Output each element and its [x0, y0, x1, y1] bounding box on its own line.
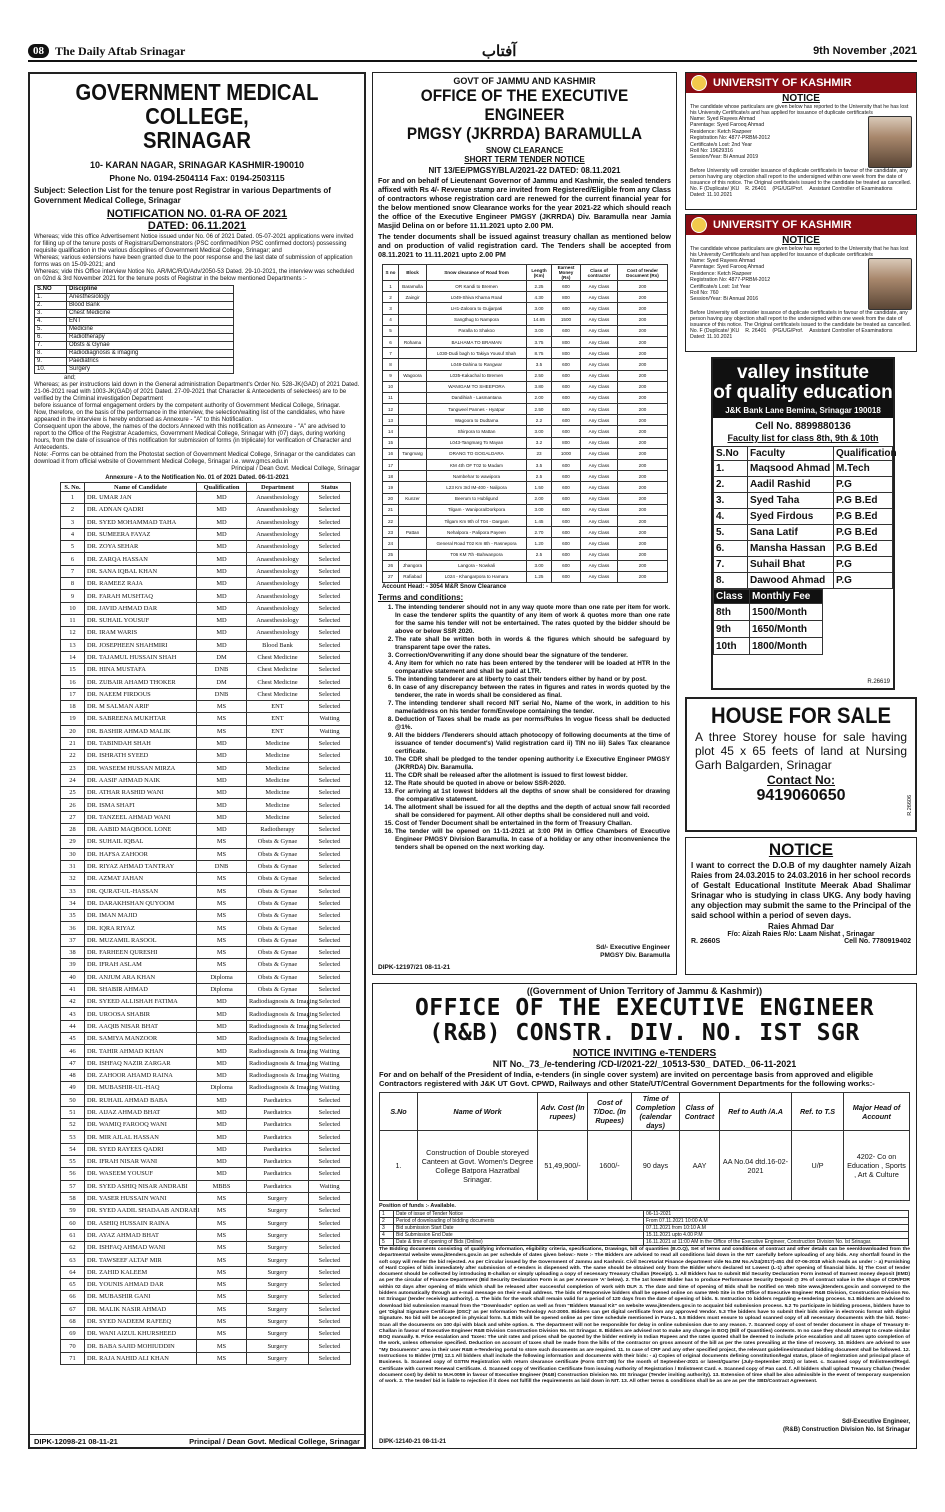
uni2-footer: No. F (Duplicate/ )KU R. 26401 (PG/UG/Prof. Assistant Controller of Examinations	[690, 328, 893, 334]
table-row: 38 DR. FARHEEN QURESHI MS Obsts & Gynae Selected	[61, 946, 351, 958]
table-row: 32 DR. AZMAT JAHAN MS Obsts & Gynae Selected	[61, 873, 351, 885]
detail-line: Session/Year: Bi Annual 2019	[690, 154, 759, 161]
table-row: 3 Bid submission Start Date 07.11.2021 from 10:10 A.M	[380, 1225, 909, 1232]
rb-nit-title: NOTICE INVITING e-TENDERS	[572, 1048, 717, 1059]
uni2-details	[686, 258, 916, 310]
table-row: 9 DR. FARAH MUSHTAQ MD Anaesthesiology Selected	[61, 590, 351, 602]
table-row: 43 DR. UROOSA SHABIR MD Radiodiagnosis & Imaging Selected	[61, 1008, 351, 1020]
rb-nit-no: NIT No._73_/e-tendering /CD-I/2021-22/_10513-530_ DATED._06-11-2021	[492, 1059, 797, 1069]
table-row: 8 L048-Dahina to Rangwar 3.5 600 Any Class 200	[383, 359, 668, 370]
list-item: 6. Radiotherapy	[35, 334, 234, 342]
table-row: 11 Dandihiah - Lasmantana 2.00 600 Any Class 200	[383, 392, 668, 403]
fee-table: Class Monthly Fee 8th 1500/Month 9th 1650/Month 10th 1800/Month	[713, 589, 823, 655]
table-row: 2. Aadil Rashid P.G	[714, 477, 893, 493]
detail-line: Name: Syed Rayees Ahmad	[690, 258, 756, 264]
table-row: 22 Tilgam Km 9th of T04 - Dargam 1.45 600 Any Class 200	[383, 515, 668, 526]
dob-notice-body: I want to correct the D.O.B of my daughter namely Aizah Raies from 24.03.2015 to 24.03.2016 in her school records of Gestalt Educational Institute Meerak Abad Shalimar Srinagar who is studying in class UKG. Any body having any objection may submit the same to the Principal of the said school within a period of seven days.	[691, 861, 911, 920]
paper-name: The Daily Aftab Srinagar	[55, 43, 186, 58]
pmgsy-dipk: DIPK-12197/21 08-11-21	[378, 964, 451, 971]
table-row: 18 Nambehar to wawipora 2.5 600 Any Class 200	[383, 471, 668, 482]
table-row: 1 Baramulla OR Kandi to Bremen 2.25 600 Any Class 200	[383, 281, 668, 292]
detail-line: Parentage: Syed Farooq Ahmad	[690, 122, 765, 129]
table-row: 2 Zaingir L049-Shiva Kharna Road 4.30 800 Any Class 200	[383, 292, 668, 303]
table-row: 45 DR. SAMIYA MANZOOR MD Radiodiagnosis & Imaging Selected	[61, 1033, 351, 1045]
house-contact-label: Contact No:	[767, 773, 835, 787]
detail-line: Residence: Ketch Razpeer	[690, 270, 752, 277]
pmgsy-terms-title: Terms and conditions:	[378, 593, 464, 603]
table-row: 14 Shirpora to Mattan 3.00 600 Any Class 200	[383, 426, 668, 437]
table-row: 6 DR. ZARQA HASSAN MD Anaesthesiology Selected	[61, 553, 351, 565]
gmc-notification-no: NOTIFICATION NO. 01-RA OF 2021	[106, 208, 288, 220]
table-row: 25 T06 KM 7th -Bahwanpora 2.5 600 Any Class 200	[383, 549, 668, 560]
detail-line: Roll No: 760	[690, 290, 719, 297]
pmgsy-title: OFFICE OF THE EXECUTIVE ENGINEER PMGSY (JKRRDA) BARAMULLA	[406, 86, 643, 143]
table-row: 5 Paralla to Shakoo 3.00 600 Any Class 200	[383, 325, 668, 336]
candidate-photo	[868, 116, 912, 168]
table-row: 56 DR. WASEEM YOUSUF MD Paediatrics Selected	[61, 1168, 351, 1180]
list-item: 9. All the bidders /Tenderers should attach photocopy of following documents at the time of issuance of tender document's) Valid registration card ii) TIN no iii) Sales Tax clearance certificate.	[395, 732, 670, 756]
uni1-details	[686, 116, 916, 168]
faculty-table: S.No Faculty Qualification 1. Maqsood Ahmad M.Tech 2. Aadil Rashid P.G 3. Syed Taha P.G B.Ed 4. Syed Firdous P.G B.Ed 5. Sana Latif P.G B.Ed 6. Mansha Hassan P.G B.Ed 7. Suhail Bhat P.G 8. Dawood Ahmad P.G	[713, 446, 893, 589]
table-row: 59 DR. SYED AADIL SHADAAB ANDRABI MS Surgery Selected	[61, 1205, 351, 1217]
valley-address: J&K Bank Lane Bemina, Srinagar 190018	[713, 405, 893, 418]
gmc-address: 10- KARAN NAGAR, SRINAGAR KASHMIR-190010	[89, 160, 305, 170]
table-row: 39 DR. IFRAH ASLAM MS Obsts & Gynae Selected	[61, 959, 351, 971]
list-item: 2. The rate shall be written both in words & the figures which should be safeguard by transparent tape over the rates.	[395, 636, 670, 652]
issue-date: 9th November ,2021	[813, 45, 917, 57]
table-row: 1 Date of issue of Tender Notice 06-11-2021	[380, 1211, 909, 1218]
list-item: 10. The CDR shall be pledged to the tender opening authority i.e Executive Engineer PMGSY (JKRRDA) Div. Baramulla.	[395, 756, 670, 772]
house-title: HOUSE FOR SALE	[711, 703, 891, 728]
table-row: 13 Wagoora to Dudtama 2.2 600 Any Class 200	[383, 415, 668, 426]
pmgsy-terms	[373, 604, 676, 852]
list-item: 11. The CDR shall be released after the allotment is issued to first lowest bidder.	[395, 772, 670, 780]
discipline-table: S.NO Discipline 1. Anesthesiology 2. Blood Bank 3. Chest Medicine 4. ENT 5. Medicine 6. Radiotherapy 7. Obsts & Gynae 8. Radiodiagnosis & imaging 9. Paediatrics 10. Surgery	[34, 285, 234, 374]
table-row: 1 DR. UMAR JAN MD Anaesthesiology Selected	[61, 492, 351, 504]
dob-notice-title: NOTICE	[768, 840, 834, 859]
list-item: 3. Correction/Overwriting if any done should bear the signature of the tenderer.	[395, 652, 670, 660]
pmgsy-para-1: For and on behalf of Lieutenant Governor of Jammu and Kashmir, the sealed tenders affixed with Rs 4/- Revenue stamp are invited from Registered/Eligible from any Class of contractors whose registration card are renewed for the current financial year for the below mentioned snow Clearance works for the year 2021-22 which should reach the office of the Executive Engineer PMGSY (JKRRDA) Div. Baramulla near Jamia Masjid Delina on or before 11.11.2021 upto 2.00 PM.	[378, 176, 671, 230]
table-row: 36 DR. IQRA RIYAZ MS Obsts & Gynae Selected	[61, 922, 351, 934]
rb-etender-notice	[372, 983, 917, 1449]
kashmir-university-notice-2	[685, 214, 917, 352]
list-item: 12. The Rate should be quoted in above or below SSR-2020.	[395, 780, 670, 788]
house-phone: 9419060650	[756, 787, 846, 804]
table-row: 57 DR. SYED ASHIQ NISAR ANDRABI MBBS Paediatrics Waiting	[61, 1180, 351, 1192]
dob-notice-footer: R. 2660S Cell No. 7780919402	[691, 938, 911, 945]
table-row: 12 Tangweel Pannes - Hyatpur 2.50 600 Any Class 200	[383, 404, 668, 415]
gmc-whereas-1: Whereas; vide this office Advertisement Notice issued under No. 06 of 2021 Dated. 05-07-2021 applications were invited for filling up of the tenure posts of Registrars/Demonstrators (PSC confirmed/Non PSC confirmed doctors) possessing requisite qualification in the various disciplines of Government Medical College, Srinagar; and Whereas; various extensions have been granted due to the poor response and the last date of submission of application forms was on 15-09-2021; and Whereas; vide this Office interview Notice No. AR/MC/R/D/Adv/2050-53 Dated. 29-10-2021, the interview was scheduled on 02nd & 3rd November 2021 for the tenure posts of Registrar in the below mentioned Departments :-	[34, 234, 355, 282]
table-row: 23 Pattan Nehalpora - Palipora Payeen 2.70 600 Any Class 200	[383, 527, 668, 538]
table-row: 53 DR. MIR AJLAL HASSAN MD Paediatrics Selected	[61, 1131, 351, 1143]
table-row: 15 L043-Tangmarg To Mayan 3.2 800 Any Class 200	[383, 437, 668, 448]
pmgsy-govt: GOVT OF JAMMU AND KASHMIR	[453, 76, 596, 86]
table-row: 7 L030-Dudi bagh to Takiya Yousuf Shah 8.75 800 Any Class 200	[383, 348, 668, 359]
rb-dipk: DIPK-12140-21 08-11-21	[379, 1439, 447, 1445]
list-item: 7. Obsts & Gynae	[35, 342, 234, 350]
table-row: 66 DR. MUBASHIR GANI MS Surgery Selected	[61, 1291, 351, 1303]
table-row: 58 DR. YASER HUSSAIN WANI MS Surgery Selected	[61, 1192, 351, 1204]
table-row: 28 DR. AABID MAQBOOL LONE MD Radiotherapy Selected	[61, 824, 351, 836]
table-row: 48 DR. ZAHOOR AHAMD RAINA MD Radiodiagnosis & Imaging Waiting	[61, 1069, 351, 1081]
table-row: 60 DR. ASHIQ HUSSAIN RAINA MS Surgery Selected	[61, 1217, 351, 1229]
list-item: 14. The allotment shall be issued for all the depths and the depth of actual snow fall recorded shall be considered for payment. All other depths shall be considered null and void.	[395, 804, 670, 820]
table-row: 6. Mansha Hassan P.G B.Ed	[714, 541, 893, 557]
table-row: 26 Jhangora Langora - Nowkali 3.00 600 Any Class 200	[383, 560, 668, 571]
gmc-subject: Subject: Selection List for the tenure post Registrar in various Departments of Government Medical College, Srinagar	[34, 186, 331, 205]
table-row: 5 Date & time of opening of Bids (Online) 16.11.2021 at 11:00 AM in the Office of the Executive Engineer, Construction Division No. Ist Srinagar.	[380, 1239, 909, 1246]
university-seal-icon	[691, 217, 707, 233]
newspaper-header	[28, 42, 917, 62]
table-row: 61 DR. AYAZ AHMAD BHAT MS Surgery Selected	[61, 1229, 351, 1241]
table-row: 34 DR. DARAKHSHAN QUYOOM MS Obsts & Gynae Selected	[61, 897, 351, 909]
detail-line: Name: Syed Rayees Ahmad	[690, 116, 756, 122]
uni1-banner: UNIVERSITY OF KASHMIR	[686, 73, 916, 93]
table-row: 7. Suhail Bhat P.G	[714, 557, 893, 573]
table-row: 1. Construction of Double storeyed Canteen at Govt. Women's Degree College Batpora Hazratbal Srinagar. 51,49,900/- 1600/- 90 days AAY AA No.04 dtd.16-02-2021 U/P 4202- Co on Education , Sports , Art & Culture	[380, 1131, 910, 1201]
table-row: 6 Rohama BALHAMA TO BRAMAN 3.75 800 Any Class 200	[383, 336, 668, 347]
dob-correction-notice	[685, 837, 917, 975]
snow-clearance-table: S no Block Snow clearance of Road from Length (Km) Earnest Money (Rs) Class of contractor Cost of tender Document (Rs) 1 Baramulla OR Kandi to Bremen 2.25 600 Any Class 200 2 Zaingir L049-Shiva Kharna Road 4.30 800 Any Class 200 3 LH1-Zaloora to Gujjarpati 3.00 600 Any Class 200 4 Sangthug to Nampora 14.65 1500 Any Class 200 5 Paralla to Shakoo 3.00 600 Any Class 200 6 Rohama BALHAMA TO BRAMAN 3.75 800 Any Class 200 7 L030-Dudi bagh to Takiya Yousuf Shah 8.75 800 Any Class 200 8 L048-Dahina to Rangwar 3.5 600 Any Class 200 9 Wagoora L035-Kakachal to Bremen 2.50 600 Any Class 200 10 WANIGAM TO SHEEPORA 3.80 600 Any Class 200 11 Dandihiah - Lasmantana 2.00 600 Any Class 200 12 Tangweel Pannes - Hyatpur 2.50 600 Any Class 200 13 Wagoora to Dudtama 2.2 600 Any Class 200 14 Shirpora to Mattan 3.00 600 Any Class 200 15 L043-Tangmarg To Mayan 3.2 800 Any Class 200 16 Tangmarg DRANG TO GOGALDARA 23 1000 Any Class 200 17 KM 4th OF T02 to Madam 3.5 600 Any Class 200 18 Nambehar to wawipora 2.5 600 Any Class 200 19 L23 Km 3rd IM-400 - Nalipora 1.50 600 Any Class 200 20 Kunzer Beerum to Hubligund 2.00 600 Any Class 200 21 Tilgam - Wanipora/Dorkpora 3.00 600 Any Class 200 22 Tilgam Km 9th of T04 - Dargam 1.45 600 Any Class 200 23 Pattan Nehalpora - Palipora Payeen 2.70 600 Any Class 200 24 General Road T02 Km 8th - Rasnepora 1.20 600 Any Class 200 25 T06 KM 7th -Bahwanpora 2.5 600 Any Class 200 26 Jhangora Langora - Nowkali 3.00 600 Any Class 200 27 Rafiabad L024 - Khangarpora to Hamara 1.25 600 Any Class 200	[382, 264, 668, 583]
uni1-footer: No. F (Duplicate/ )KU R. 26401 (PG/UG/Prof. Assistant Controller of Examinations	[690, 186, 893, 192]
gmc-dated: DATED: 06.11.2021	[147, 220, 247, 232]
table-row: 71 DR. RAJA NAHID ALI KHAN MS Surgery Selected	[61, 1352, 351, 1364]
table-row: 20 Kunzer Beerum to Hubligund 2.00 600 Any Class 200	[383, 493, 668, 504]
table-row: 19 L23 Km 3rd IM-400 - Nalipora 1.50 600 Any Class 200	[383, 482, 668, 493]
table-row: 7 DR. SANA IQBAL KHAN MD Anaesthesiology Selected	[61, 565, 351, 577]
table-row: 10th 1800/Month	[714, 638, 823, 655]
table-row: 63 DR. TAWSEEF ALTAF MIR MS Surgery Selected	[61, 1254, 351, 1266]
table-row: 55 DR. IFRAH NISAR WANI MD Paediatrics Selected	[61, 1156, 351, 1168]
dob-notice-fo: F/o: Aizah Raies R/o: Laam Nishat , Srinagar	[727, 931, 875, 938]
table-row: 9 Wagoora L035-Kakachal to Bremen 2.50 600 Any Class 200	[383, 370, 668, 381]
table-row: 4. Syed Firdous P.G B.Ed	[714, 509, 893, 525]
table-row: 10 DR. JAVID AHMAD DAR MD Anaesthesiology Selected	[61, 602, 351, 614]
table-row: 51 DR. AIJAZ AHMAD BHAT MD Paediatrics Selected	[61, 1106, 351, 1118]
table-row: 27 Rafiabad L024 - Khangarpora to Hamara 1.25 600 Any Class 200	[383, 571, 668, 582]
table-row: 23 DR. WASEEM HUSSAN MIRZA MD Medicine Selected	[61, 762, 351, 774]
gmc-whereas-2: and; Whereas; as per instructions laid down in the General administration Department's Order No. 528-JK(GAD) of 2021 Dated. 21-06-2021 read with 1003-JK(GAD) of 2021 Dated. 27-09-2021 that Character & Antecedents of selectees) are to be verified by the Criminal investigation Department before issuance of formal engagement orders by the competent authority of Government Medical College, Srinagar. Now, therefore, on the basis of the performance in the interview, the selection/waiting list of the candidates, who have appeared in the interview is hereby endorsed as Annexure - "A" to this Notification. Consequent upon the above, the names of the doctors Annexed with this notification as Annexure - "A" are advised to report to the Office of the Registrar Academics, Government Medical College, Srinagar with (07) days, during working hours, from the date of issuance of this notification for submission of forms (in triplicate) for verification of Character and Antecedents. Note: -Forms can be obtained from the Photostat section of Government Medical College, Srinagar or the candidates can download it from official website of Government Medical College, Srinagar i.e. www.gmcs.edu.in Principal / Dean Govt. Medical College, Srinagar	[34, 375, 360, 472]
rb-govt: ((Government of Union Territory of Jammu & Kashmir))	[526, 986, 763, 996]
table-row: 15 DR. HINA MUSTAFA DNB Chest Medicine Selected	[61, 664, 351, 676]
table-row: 37 DR. MUZAMIL RASOOL MS Obsts & Gynae Selected	[61, 934, 351, 946]
list-item: 7. The intending tenderer shall record NIT serial No, Name of the work, in addition to his name/address on his tender form/Envelope containing the tender.	[395, 700, 670, 716]
table-row: 8 DR. RAMEEZ RAJA MD Anaesthesiology Selected	[61, 578, 351, 590]
table-row: 49 DR. MUBASHIR-UL-HAQ Diploma Radiodiagnosis & Imaging Waiting	[61, 1082, 351, 1094]
list-item: 1. The intending tenderer should not in any way quote more than one rate per item for work. In case the tenderer splits the quantity of any item of work & quotes more than one rate for the same his tender will not be entertained. The rates quoted by the bidder should be above or below SSR 2020.	[395, 604, 670, 636]
kashmir-university-notice-1	[685, 72, 917, 210]
table-row: 62 DR. ISHFAQ AHMAD WANI MS Surgery Selected	[61, 1242, 351, 1254]
house-body: A three Storey house for sale having plot 45 x 65 feets of land at Nursing Garh Balgarden, Srinagar	[695, 730, 907, 772]
rb-body: The Bidding documents consisting of qualifying information, eligibility criteria, specifications, Drawings, bill of quantities (B.O.Q), Set of terms and conditions of contract and other details can be seen/downloaded from the departmental website www.jktenders.gov.in as per schedule of dates given below:- Note :- The Bidders are advised to read all conditions laid down in the NIT carefully before uploading of any bids. Any shortfall found in the soft copy will render the bid rejected. As per Circular issued by the Government of Jammu and Kashmir. Civil Secretariat Finance department vide No.DM No.A/24(2017)-451 dtd 07-06-2018 which reads as under :- a) Furnishing of Hard Copies of bids immediately after submission of e-tenders is dispensed with. The same should be obtained only from the Bidder who's declared Ist Lowest (L-1) after opening of financial bids. b) The Cost of tender document should be collected by introducing E-challan or simply uploading a copy of necessary Treasury Challan (Receipt). 1. All Bidders has to submit Bid Security Declaration Form instead of Earnest money deposit (EMD) as per the circular of Finance Department (Bid Security Declaration Form is as per Annexure 'A' below). 2. The 1st lowest Bidder has to produce Performance Security Deposit @ 3% of contract value in the shape of CDR/FDR within 02 days after opening of Bids which shall be released after successful completion of work with DLP. 3. The date and time of opening of Bids shall be notified on Web Site www.jktenders.gov.in and conveyed to the bidders automatically through an e-mail message on their e-mail address. The bids of Responsive bidders shall be opened online on same Web Site in the Office of Executive Engineer R&B Division, Construction Division No. Ist Srinagar (tender receiving authority). 4. The bids for the work shall remain valid for a period of 120 days from the date of opening of bids. 5. Instruction to bidders regarding e-tendering process. 5.1 Bidders are advised to download bid submission manual from the "Downloads" option as well as from "Bidders Manual Kit" on website www.jktenders.gov.in to acquaint bid submission process. 5.2 To participate in bidding process, bidders have to get 'Digital Signature Certificate (DSC)' as per Information Technology Act-2000. Bidders can get digital certificate from any approved Vendor. 5.3 The bidders have to submit their bids online in electronic format with digital Signature. No bid will be accepted in physical form. 5.4 Bids will be opened online as per time schedule mentioned in Para-1. 5.5 Bidders must ensure to upload scanned copy of all necessary documents with the bid. Note:- Scan all the documents on 100 dpi with black and white option. 6. The department will not be responsible for delay in online submission due to any reason. 7. Scanned copy of cost of tender document in shape of Treasury E-Challan in favour of Executive Engineer R&B Division Construction Division No. Ist Srinagar. 8. Bidders are advised not to make any change in BOQ (Bill of Quantities) contents. In no case they should attempt to create similar BOQ manually. 9. Price escalation and Taxes: The unit rates and prices shall be quoted by the bidder entirely in Indian Rupees and the rates quoted shall be deemed to include price escalation and all taxes upto completion of the work, unless otherwise specified. Deduction on account of taxes shall be made from the bills of the contractor on gross amount of the bill as per the rates prevailing at the time of recovery. 10. Bidders are advised to use "My Documents" area in their user R&B e-Tendering portal to store such documents as are required. 11. In case of CRF and any other specified project, the relevant guidelines/standard bidding document shall be followed. 12. Instructions to Bidder (ITB) 12.1 All bidders shall include the following information and documents with their bids: - a) Copies of original documents defining constitution/legal status, place of registration and principal place of Business. b. Scanned copy of GSTIN Registration with return clearance certificate (Form GST-3B) for the month of September-2021 or latest/Quarter (July-September 2021) or latest. c. Scanned copy of Enlistment/Regd. Certificate with current Renewal Certificate. d. Scanned copy of Verification Certificate from issuing Authority of Registration / Enlistment Card. e. Scanned copy of Pan card. f. All bidders shall upload Treasury Challan (Tender document cost) by debit to M.H.0059 in favour of Executive Engineer (R&B) Construction Division No. ISt Srinagar (Tender inviting authority). 13. Extension of time shall be also admissible in the event of temporary suspension of work. 2. The tender/ bid is liable to rejection if it does not fulfill the requirements as laid down in NIT. 13. All other terms & conditions shall be as are as per the SBD/Contract Agreement.	[379, 1247, 910, 1385]
table-row: 9th 1650/Month	[714, 621, 823, 638]
uni1-date: Dated: 11.10.2021	[690, 192, 733, 198]
table-row: 14 DR. TAJAMUL HUSSAIN SHAH DM Chest Medicine Selected	[61, 651, 351, 663]
rb-sign: Sd/-Executive Engineer, (R&B) Construction Division No. Ist Srinagar	[782, 1419, 910, 1433]
valley-ref: R.26619	[867, 679, 890, 685]
detail-line: Parentage: Syed Farooq Ahmad	[690, 264, 765, 271]
gmc-title: GOVERNMENT MEDICAL COLLEGE, SRINAGAR	[75, 79, 319, 153]
table-row: 4 DR. SUMEERA FAYAZ MD Anaesthesiology Selected	[61, 528, 351, 540]
table-row: 17 DR. NAEEM FIRDOUS DNB Chest Medicine Selected	[61, 688, 351, 700]
uni2-date: Dated: 11.10.2021	[690, 334, 733, 340]
page-label	[28, 44, 185, 59]
table-row: 33 DR. QURAT-UL-HASSAN MS Obsts & Gynae Selected	[61, 885, 351, 897]
table-row: 30 DR. HAFSA ZAHOOR MS Obsts & Gynae Selected	[61, 848, 351, 860]
table-row: 8th 1500/Month	[714, 604, 823, 621]
table-row: 4 Sangthug to Nampora 14.65 1500 Any Class 200	[383, 314, 668, 325]
list-item: 4. Any item for which no rate has been entered by the tenderer will be loaded at HTR In the comparative statement and shall be paid at LTR.	[395, 660, 670, 676]
table-row: 18 DR. M SALMAN ARIF MS ENT Selected	[61, 701, 351, 713]
uni2-intro: The candidate whose particulars are given below has reported to the University that he has lost his University Certificate/s and has applied for issuance of duplicate certificate/s	[690, 246, 909, 258]
detail-line: Roll No: 19629316	[690, 148, 733, 155]
list-item: 5. Medicine	[35, 326, 234, 334]
uni2-body: Before University will consider issuance of duplicate certificate/s in favour of the candidate, any person having any objection shall report to the undersigned within one week from the date of issuance of this notice. The Original certificate/s issued to the candidate be treated as cancelled.	[690, 310, 912, 328]
detail-line: Residence: Ketch Razpeer	[690, 128, 752, 135]
list-item: 16. The tender will be opened on 11-11-2021 at 3:00 PM in Office Chambers of Executive Engineer PMGSY Division Baramulla. In case of a holiday or any other inconvenience the tenders shall be opened on the next working day.	[395, 828, 670, 852]
list-item: 1. Anesthesiology	[35, 294, 234, 302]
table-row: 47 DR. ISHFAQ NAZIR ZARGAR MD Radiodiagnosis & Imaging Waiting	[61, 1057, 351, 1069]
table-row: 41 DR. SHABIR AHMAD Diploma Obsts & Gynae Selected	[61, 983, 351, 995]
detail-line: Session/Year: Bi Annual 2016	[690, 296, 759, 303]
table-row: 29 DR. SUHAIL IQBAL MS Obsts & Gynae Selected	[61, 836, 351, 848]
pmgsy-sub2: SHORT TERM TENDER NOTICE	[464, 155, 585, 164]
table-row: 24 General Road T02 Km 8th - Rasnepora 1.20 600 Any Class 200	[383, 538, 668, 549]
detail-line: Certificate/s Lost: 1st Year	[690, 283, 751, 290]
pmgsy-sign: Sd/- Executive Engineer PMGSY Div. Baramulla	[595, 944, 670, 959]
table-row: 40 DR. ANJUM ARA KHAN Diploma Obsts & Gynae Selected	[61, 971, 351, 983]
list-item: 8. Radiodiagnosis & imaging	[35, 350, 234, 358]
valley-title: valley institute of quality education	[713, 359, 893, 405]
table-row: 22 DR. ISHRATH SYEED MD Medicine Selected	[61, 750, 351, 762]
masthead-logo: آفتاب	[481, 42, 517, 60]
table-row: 17 KM 4th OF T02 to Madam 3.5 600 Any Class 200	[383, 460, 668, 471]
pmgsy-account-head: Account Head: - 3054 M&R Snow Clearance	[382, 584, 507, 591]
list-item: 13. For arriving at 1st lowest bidders all the depths of snow shall be considered for drawing the comparative statement.	[395, 788, 670, 804]
table-row: 3 LH1-Zaloora to Gujjarpati 3.00 600 Any Class 200	[383, 303, 668, 314]
table-row: 3. Syed Taha P.G B.Ed	[714, 493, 893, 509]
table-row: 70 DR. BABA SAJID MOHIUDDIN MS Surgery Selected	[61, 1340, 351, 1352]
table-row: 31 DR. RIYAZ AHMAD TANTRAY DNB Obsts & Gynae Selected	[61, 860, 351, 872]
house-for-sale-ad	[685, 697, 917, 832]
table-row: 16 Tangmarg DRANG TO GOGALDARA 23 1000 Any Class 200	[383, 448, 668, 459]
rb-dates-table	[379, 1210, 909, 1246]
detail-line: Registration No: 4877-PRBM-2012	[690, 135, 771, 142]
gmc-phone: Phone No. 0194-2504114 Fax: 0194-2503115	[109, 173, 285, 183]
table-row: 2 DR. ADNAN QADRI MD Anaesthesiology Selected	[61, 504, 351, 516]
pmgsy-nit: NIT 13/EE/PMGSY/BLA/2021-22 DATED: 08.11.2021	[428, 166, 621, 175]
table-row: 69 DR. WANI AIZUL KHURSHEED MS Surgery Selected	[61, 1328, 351, 1340]
valley-faculty-title: Faculty list for class 8th, 9th & 10th	[727, 433, 879, 443]
gmc-footer: DIPK-12098-21 08-11-21 Principal / Dean Govt. Medical College, Srinagar	[34, 1437, 360, 1446]
table-row: 21 DR. TABINDAH SHAH MD Medicine Selected	[61, 737, 351, 749]
table-row: 50 DR. RUHAIL AHMAD BABA MD Paediatrics Selected	[61, 1094, 351, 1106]
table-row: 24 DR. AASIF AHMAD NAIK MD Medicine Selected	[61, 774, 351, 786]
list-item: 9. Paediatrics	[35, 358, 234, 366]
pmgsy-tender-notice	[372, 72, 677, 975]
list-item: 15. Cost of Tender Document shall be entertained in the form of Treasury Challan.	[395, 820, 670, 828]
gmc-notification	[28, 72, 366, 1449]
table-row: 12 DR. IRAM WARIS MD Anaesthesiology Selected	[61, 627, 351, 639]
table-row: 64 DR. ZAHID KALEEM MS Surgery Selected	[61, 1266, 351, 1278]
table-row: 2 Period of downloading of bidding documents From 07.11.2021 10:00 A.M	[380, 1218, 909, 1225]
rb-works-table: S.No Name of Work Adv. Cost (In rupees) Cost of T/Doc. (In Rupees) Time of Completion (calendar days) Class of Contract Ref to Auth /A.A Ref. to T.S Major Head of Account 1. Construction of Double storeyed Canteen at Govt. Women's Degree College Batpora Hazratbal Srinagar. 51,49,900/- 1600/- 90 days AAY AA No.04 dtd.16-02-2021 U/P 4202- Co on Education , Sports , Art & Culture	[379, 1092, 910, 1201]
table-row: 65 DR. YOUNIS AHMAD DAR MS Surgery Selected	[61, 1279, 351, 1291]
table-row: 27 DR. TANZEEL AHMAD WANI MD Medicine Selected	[61, 811, 351, 823]
table-row: 67 DR. MALIK NASIR AHMAD MS Surgery Selected	[61, 1303, 351, 1315]
table-row: 68 DR. SYED NADEEM RAFEEQ MS Surgery Selected	[61, 1315, 351, 1327]
table-row: 26 DR. ISMA SHAFI MD Medicine Selected	[61, 799, 351, 811]
table-row: 3 DR. SYED MOHAMMAD TAHA MD Anaesthesiology Selected	[61, 516, 351, 528]
rb-title: OFFICE OF THE EXECUTIVE ENGINEER (R&B) CONSTR. DIV. NO. IST SGR	[414, 995, 875, 1046]
table-row: 25 DR. ATHAR RASHID WANI MD Medicine Selected	[61, 787, 351, 799]
table-row: 52 DR. WAMIQ FAROOQ WANI MD Paediatrics Selected	[61, 1119, 351, 1131]
table-row: 4 Bid Submission End Date 15.11.2021 upto 4.00 P.M	[380, 1232, 909, 1239]
list-item: 8. Deduction of Taxes shall be made as per norms/Rules In vogue ficess shall be deducted @1%.	[395, 716, 670, 732]
rb-position-of-funds: Position of funds :- Available.	[379, 1203, 456, 1209]
list-item: 6. In case of any discrepancy between the rates in figures and rates in words quoted by the tenderer, the rate in words shall be considered as final.	[395, 684, 670, 700]
detail-line: Certificate/s Lost: 2nd Year	[690, 141, 752, 148]
table-row: 13 DR. JOSEPHEEN SHAHMIRI MD Blood Bank Selected	[61, 639, 351, 651]
table-row: 42 DR. SYEED ALLISHAH FATIMA MD Radiodiagnosis & Imaging Selected	[61, 996, 351, 1008]
valley-institute-ad	[711, 357, 895, 690]
detail-line: Registration No: 4877-PRBM-2012	[690, 277, 771, 284]
table-row: 44 DR. AAQIB NISAR BHAT MD Radiodiagnosis & Imaging Selected	[61, 1020, 351, 1032]
house-ref: R.26606	[907, 795, 913, 816]
table-row: 46 DR. TAHIR AHMAD KHAN MD Radiodiagnosis & Imaging Waiting	[61, 1045, 351, 1057]
rb-intro: For and on behalf of the President of India, e-tenders (in single cover system) are invited on percentage basis from approved and eligible Contractors registered with J&K UT Govt. CPWD, Railways and other State/UT/Central Government Departments for the following works:-	[379, 1070, 875, 1088]
list-item: 10. Surgery	[35, 366, 234, 374]
table-row: 8. Dawood Ahmad P.G	[714, 573, 893, 589]
table-row: 16 DR. ZUBAIR AHAMD THOKER DM Chest Medicine Selected	[61, 676, 351, 688]
table-row: 19 DR. SABREENA MUKHTAR MS ENT Waiting	[61, 713, 351, 725]
candidate-photo	[868, 258, 912, 310]
uni2-banner: UNIVERSITY OF KASHMIR	[686, 215, 916, 235]
annexure-title: Annexure - A to the Notification No. 01 of 2021 Dated. 06-11-2021	[105, 475, 289, 481]
uni1-body: Before University will consider issuance of duplicate certificate/s in favour of the candidate, any person having any objection shall report to the undersigned within one week from the date of issuance of this notice. The Original certificate/s issued to the candidate be treated as cancelled.	[690, 168, 912, 186]
table-row: 21 Tilgam - Wanipora/Dorkpora 3.00 600 Any Class 200	[383, 504, 668, 515]
table-row: 20 DR. BASHIR AHMAD MALIK MS ENT Waiting	[61, 725, 351, 737]
list-item: 3. Chest Medicine	[35, 310, 234, 318]
uni1-notice-label: NOTICE	[782, 93, 820, 104]
uni2-notice-label: NOTICE	[782, 235, 820, 246]
uni1-intro: The candidate whose particulars are given below has reported to the University that he has lost his University Certificate/s and has applied for issuance of duplicate certificate/s	[690, 104, 909, 116]
table-row: 54 DR. SYED RAYEES QADRI MD Paediatrics Selected	[61, 1143, 351, 1155]
list-item: 2. Blood Bank	[35, 302, 234, 310]
dob-notice-name: Raies Ahmad Dar	[768, 922, 834, 931]
pmgsy-sub1: SNOW CLEARANCE	[485, 146, 564, 155]
table-row: 1. Maqsood Ahmad M.Tech	[714, 461, 893, 477]
table-row: 35 DR. IMAN MAJID MS Obsts & Gynae Selected	[61, 910, 351, 922]
table-row: 5 DR. ZOYA SEHAR MD Anaesthesiology Selected	[61, 541, 351, 553]
valley-cell: Cell No. 8899880136	[755, 421, 851, 432]
annexure-table: S. No. Name of Candidate Qualification Department Status 1 DR. UMAR JAN MD Anaesthesiology Selected 2 DR. ADNAN QADRI MD Anaesthesiology Selected 3 DR. SYED MOHAMMAD TAHA MD Anaesthesiology Selected 4 DR. SUMEERA FAYAZ MD Anaesthesiology Selected 5 DR. ZOYA SEHAR MD Anaesthesiology Selected 6 DR. ZARQA HASSAN MD Anaesthesiology Selected 7 DR. SANA IQBAL KHAN MD Anaesthesiology Selected 8 DR. RAMEEZ RAJA MD Anaesthesiology Selected 9 DR. FARAH MUSHTAQ MD Anaesthesiology Selected 10 DR. JAVID AHMAD DAR MD Anaesthesiology Selected 11 DR. SUHAIL YOUSUF MD Anaesthesiology Selected 12 DR. IRAM WARIS MD Anaesthesiology Selected 13 DR. JOSEPHEEN SHAHMIRI MD Blood Bank Selected 14 DR. TAJAMUL HUSSAIN SHAH DM Chest Medicine Selected 15 DR. HINA MUSTAFA DNB Chest Medicine Selected 16 DR. ZUBAIR AHAMD THOKER DM Chest Medicine Selected 17 DR. NAEEM FIRDOUS DNB Chest Medicine Selected 18 DR. M SALMAN ARIF MS ENT Selected 19 DR. SABREENA MUKHTAR MS ENT Waiting 20 DR. BASHIR AHMAD MALIK MS ENT Waiting 21 DR. TABINDAH SHAH MD Medicine Selected 22 DR. ISHRATH SYEED MD Medicine Selected 23 DR. WASEEM HUSSAN MIRZA MD Medicine Selected 24 DR. AASIF AHMAD NAIK MD Medicine Selected 25 DR. ATHAR RASHID WANI MD Medicine Selected 26 DR. ISMA SHAFI MD Medicine Selected 27 DR. TANZEEL AHMAD WANI MD Medicine Selected 28 DR. AABID MAQBOOL LONE MD Radiotherapy Selected 29 DR. SUHAIL IQBAL MS Obsts & Gynae Selected 30 DR. HAFSA ZAHOOR MS Obsts & Gynae Selected 31 DR. RIYAZ AHMAD TANTRAY DNB Obsts & Gynae Selected 32 DR. AZMAT JAHAN MS Obsts & Gynae Selected 33 DR. QURAT-UL-HASSAN MS Obsts & Gynae Selected 34 DR. DARAKHSHAN QUYOOM MS Obsts & Gynae Selected 35 DR. IMAN MAJID MS Obsts & Gynae Selected 36 DR. IQRA RIYAZ MS Obsts & Gynae Selected 37 DR. MUZAMIL RASOOL MS Obsts & Gynae Selected 38 DR. FARHEEN QURESHI MS Obsts & Gynae Selected 39 DR. IFRAH ASLAM MS Obsts & Gynae Selected 40 DR. ANJUM ARA KHAN Diploma Obsts & Gynae Selected 41 DR. SHABIR AHMAD Diploma Obsts & Gynae Selected 42 DR. SYEED ALLISHAH FATIMA MD Radiodiagnosis & Imaging Selected 43 DR. UROOSA SHABIR MD Radiodiagnosis & Imaging Selected 44 DR. AAQIB NISAR BHAT MD Radiodiagnosis & Imaging Selected 45 DR. SAMIYA MANZOOR MD Radiodiagnosis & Imaging Selected 46 DR. TAHIR AHMAD KHAN MD Radiodiagnosis & Imaging Waiting 47 DR. ISHFAQ NAZIR ZARGAR MD Radiodiagnosis & Imaging Waiting 48 DR. ZAHOOR AHAMD RAINA MD Radiodiagnosis & Imaging Waiting 49 DR. MUBASHIR-UL-HAQ Diploma Radiodiagnosis & Imaging Waiting 50 DR. RUHAIL AHMAD BABA MD Paediatrics Selected 51 DR. AIJAZ AHMAD BHAT MD Paediatrics Selected 52 DR. WAMIQ FAROOQ WANI MD Paediatrics Selected 53 DR. MIR AJLAL HASSAN MD Paediatrics Selected 54 DR. SYED RAYEES QADRI MD Paediatrics Selected 55 DR. IFRAH NISAR WANI MD Paediatrics Selected 56 DR. WASEEM YOUSUF MD Paediatrics Selected 57 DR. SYED ASHIQ NISAR ANDRABI MBBS Paediatrics Waiting 58 DR. YASER HUSSAIN WANI MS Surgery Selected 59 DR. SYED AADIL SHADAAB ANDRABI MS Surgery Selected 60 DR. ASHIQ HUSSAIN RAINA MS Surgery Selected 61 DR. AYAZ AHMAD BHAT MS Surgery Selected 62 DR. ISHFAQ AHMAD WANI MS Surgery Selected 63 DR. TAWSEEF ALTAF MIR MS Surgery Selected 64 DR. ZAHID KALEEM MS Surgery Selected 65 DR. YOUNIS AHMAD DAR MS Surgery Selected 66 DR. MUBASHIR GANI MS Surgery Selected 67 DR. MALIK NASIR AHMAD MS Surgery Selected 68 DR. SYED NADEEM RAFEEQ MS Surgery Selected 69 DR. WANI AIZUL KHURSHEED MS Surgery Selected 70 DR. BABA SAJID MOHIUDDIN MS Surgery Selected 71 DR. RAJA NAHID ALI KHAN MS Surgery Selected	[60, 482, 351, 1365]
list-item: 5. The intending tenderer are at liberty to cast their tenders either by hand or by post.	[395, 676, 670, 684]
pmgsy-para-2: The tender documents shall be issued against treasury challan as mentioned below and on production of valid registration card. The Tenders shall be accepted from 08.11.2021 to 11.11.2021 upto 2.00 PM	[378, 232, 671, 259]
page-number: 08	[28, 44, 49, 58]
table-row: 11 DR. SUHAIL YOUSUF MD Anaesthesiology Selected	[61, 614, 351, 626]
table-row: 10 WANIGAM TO SHEEPORA 3.80 600 Any Class 200	[383, 381, 668, 392]
table-row: 5. Sana Latif P.G B.Ed	[714, 525, 893, 541]
university-seal-icon	[691, 75, 707, 91]
list-item: 4. ENT	[35, 318, 234, 326]
